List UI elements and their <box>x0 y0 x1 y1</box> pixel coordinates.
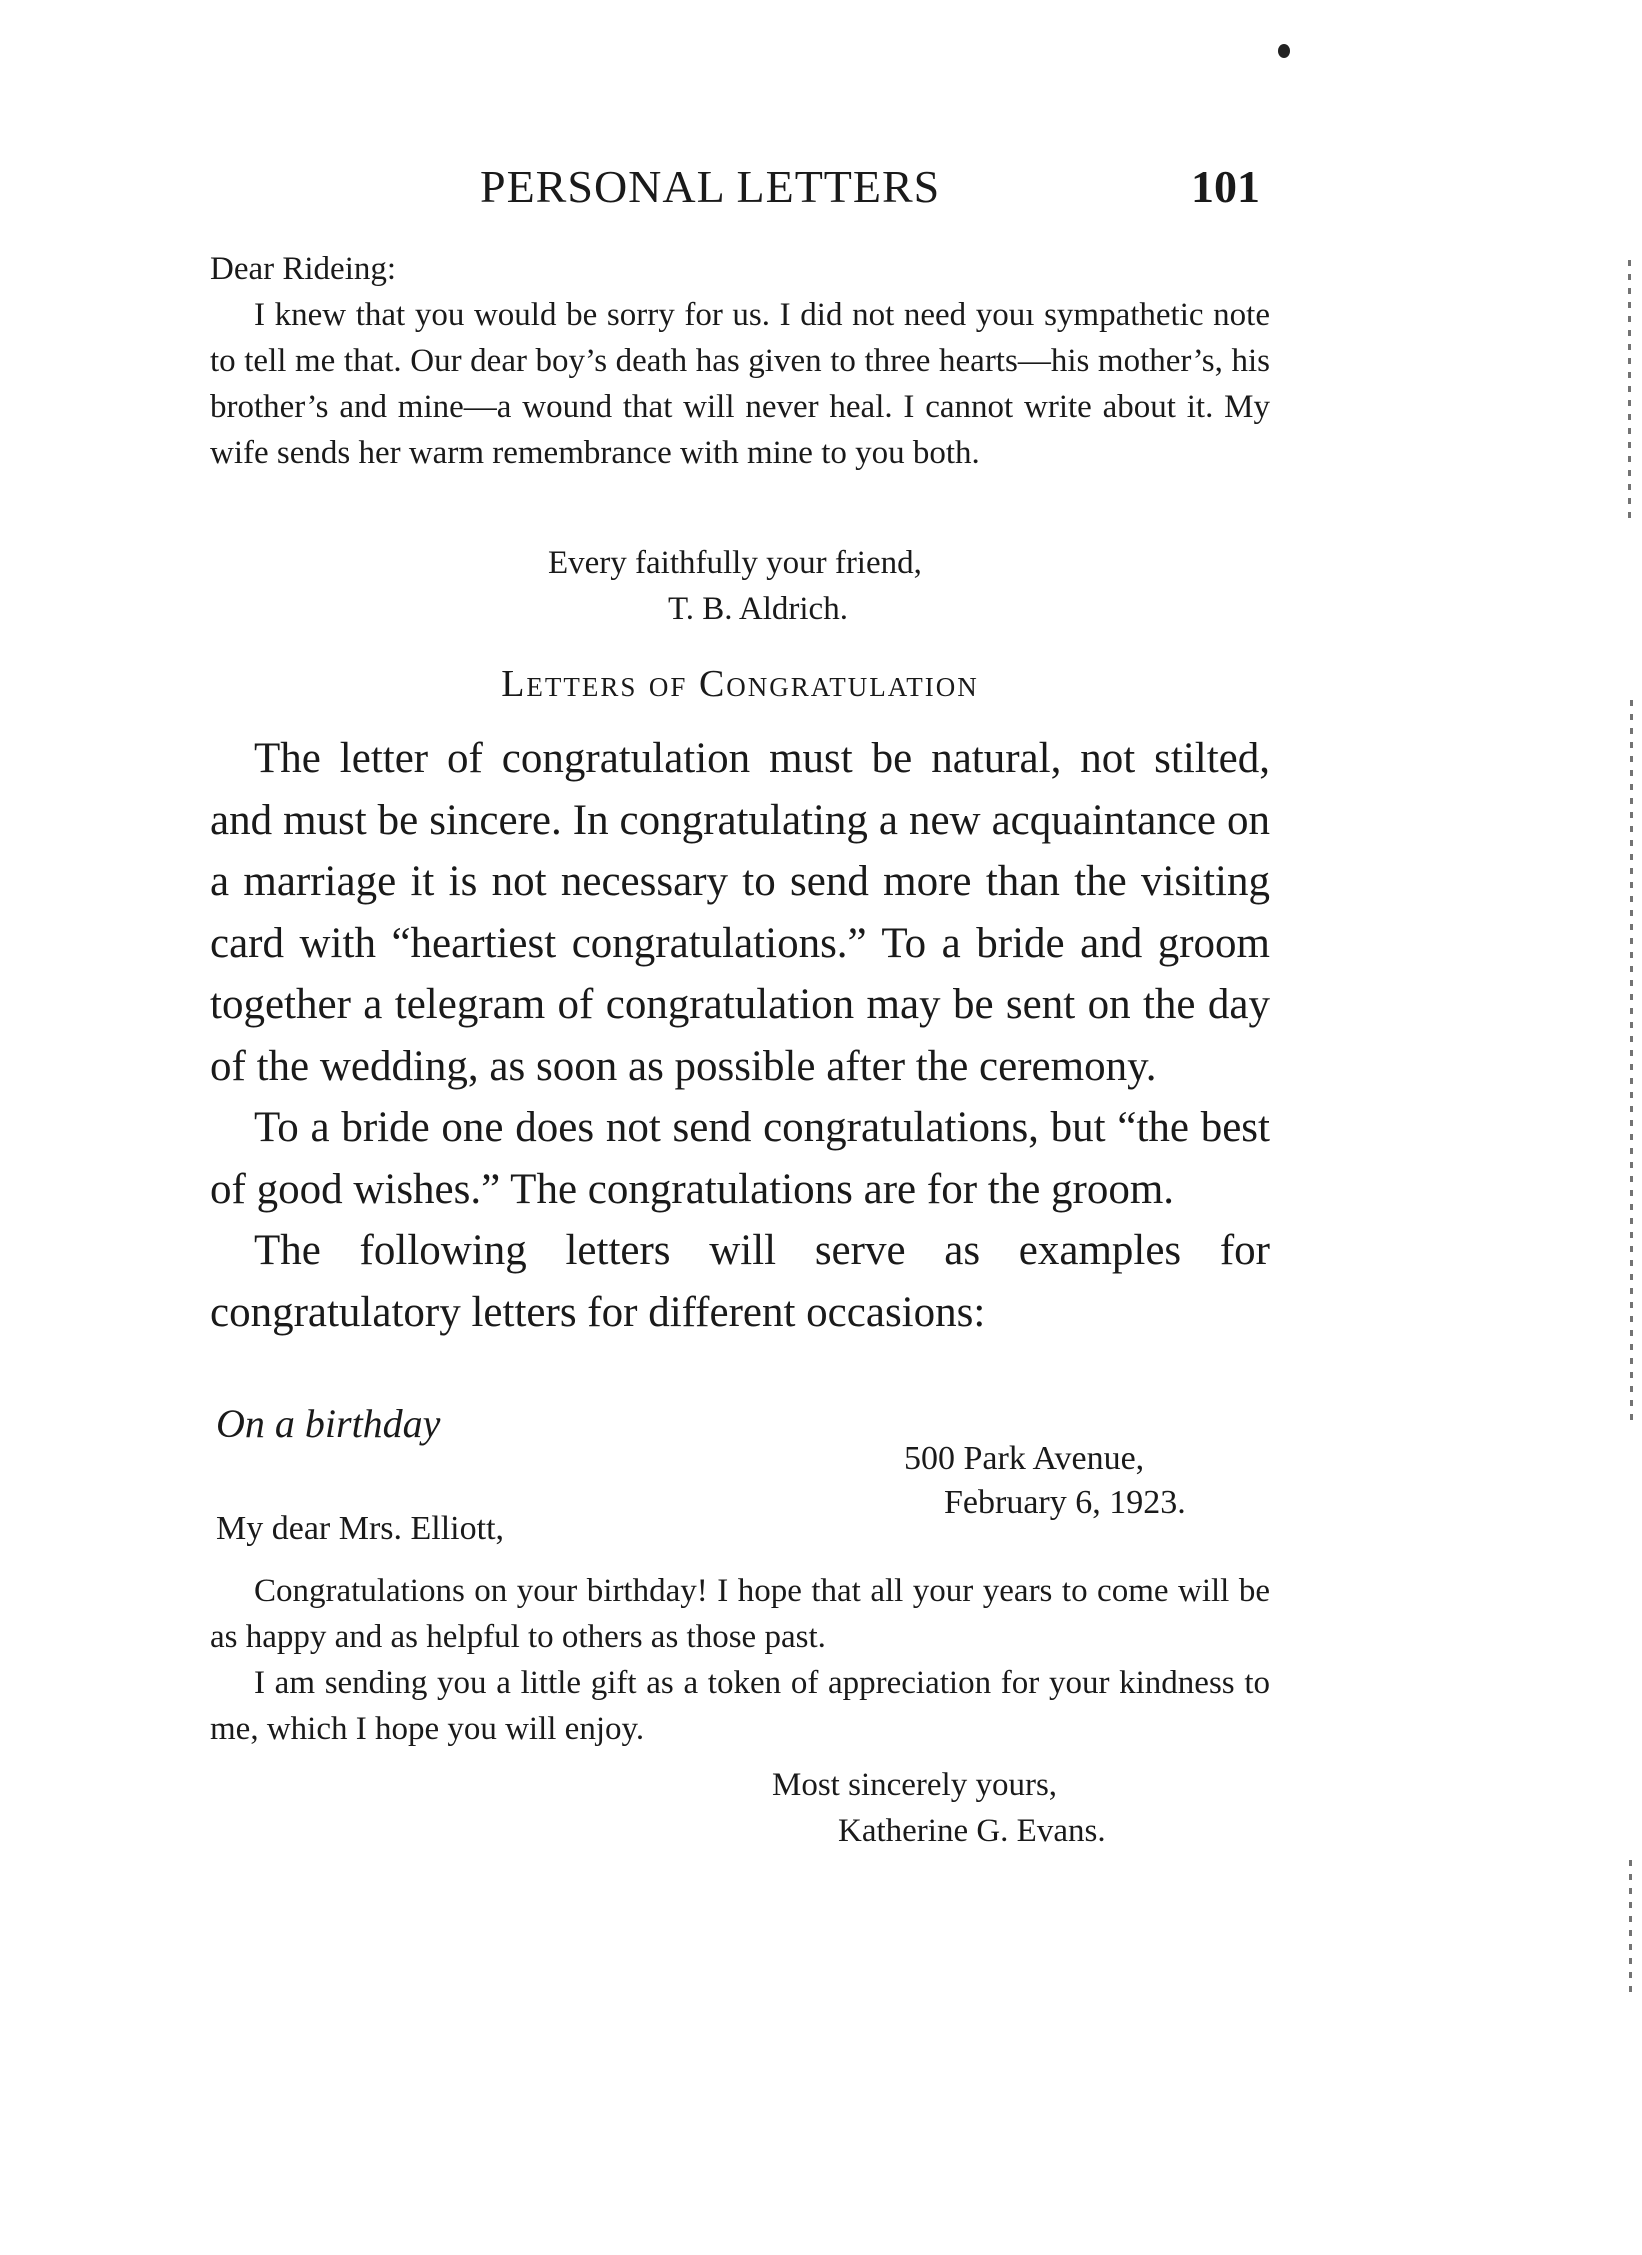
page-edge-mark <box>1630 700 1633 1420</box>
section-heading: Letters of Congratulation <box>501 663 979 705</box>
ink-speck <box>1278 44 1290 58</box>
letter-paragraph: I am sending you a little gift as a token of appreciation for your kindness to me, which I hope you will enjoy. <box>210 1665 1270 1747</box>
body-paragraph: The letter of congratulation must be natural, not stilted, and must be sincere. In congratulating a new acquaintance on a marriage it is not necessary to send more than the visiting card with “heartiest congratulations.” To a bride and groom together a telegram of congratulation may be sent on the day of the wedding, as soon as possible after the ceremony. <box>210 735 1270 1090</box>
occasion-label: On a birthday <box>216 1401 441 1446</box>
letter-closing: Most sincerely yours, <box>772 1767 1058 1803</box>
letter-closing: Every faithfully your friend, <box>548 545 922 581</box>
date-line: February 6, 1923. <box>944 1484 1186 1521</box>
letter-signature: T. B. Aldrich. <box>668 591 848 627</box>
letter-salutation: My dear Mrs. Elliott, <box>216 1510 505 1547</box>
page-header <box>210 160 1270 220</box>
body-paragraph: To a bride one does not send congratulations, but “the best of good wishes.” The congratulations are for the groom. <box>210 1104 1270 1213</box>
page-edge-mark <box>1629 1860 1632 2000</box>
page-number: 101 <box>1191 161 1260 212</box>
address-line: 500 Park Avenue, <box>904 1440 1145 1477</box>
letter-aldrich <box>210 246 1270 476</box>
letter-salutation: Dear Rideing: <box>210 251 397 287</box>
letter-body: I knew that you would be sorry for us. I did not need youı sympathetic note to tell me that. Our dear boy’s death has given to three hearts—his mother’s, his brother’s and mine—a wound that will never heal. I cannot write about it. My wife sends her warm remembrance with mine to you both. <box>210 297 1270 471</box>
running-title: PERSONAL LETTERS <box>480 161 941 212</box>
letter-evans <box>210 1568 1270 1752</box>
body-paragraph: The following letters will serve as examples for congratulatory letters for different occasions: <box>210 1227 1270 1336</box>
section-body <box>210 728 1270 1343</box>
letter-paragraph: Congratulations on your birthday! I hope that all your years to come will be as happy and as helpful to others as those past. <box>210 1573 1270 1655</box>
page-edge-mark <box>1628 260 1631 520</box>
letter-signature: Katherine G. Evans. <box>838 1813 1106 1849</box>
